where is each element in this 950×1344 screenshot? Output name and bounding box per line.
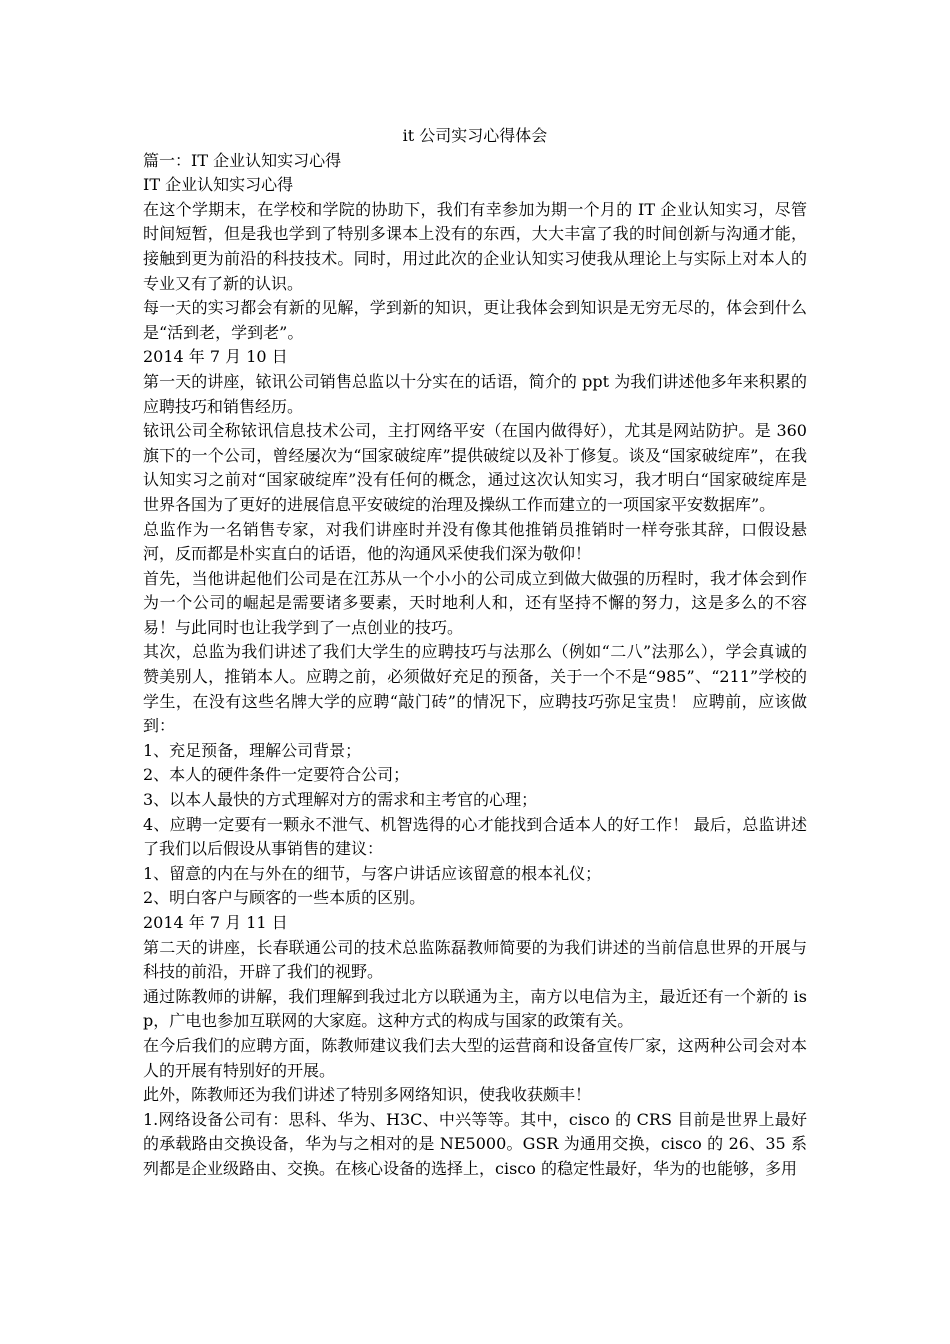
paragraph-daily-insight: 每一天的实习都会有新的见解，学到新的知识，更让我体会到知识是无穷无尽的，体会到什么是“活到老，学到老”。 xyxy=(143,298,807,342)
paragraph-network-devices: 1.网络设备公司有：思科、华为、H3C、中兴等等。其中，cisco 的 CRS 目前是世界上最好的承载路由交换设备，华为与之相对的是 NE5000。GSR 为通用交换，cisco 的 26、35 系列都是企业级路由、交换。在核心设备的选择上，cisco 的稳定性最好，华为的也能够，多用 xyxy=(143,1109,807,1178)
list-item: 1、充足预备，理解公司背景； xyxy=(143,740,362,760)
paragraph-intro: 在这个学期末，在学校和学院的协助下，我们有幸参加为期一个月的 IT 企业认知实习，尽管时间短暂，但是我也学到了特别多课本上没有的东西，大大丰富了我的时间创新与沟通才能，接触到更为前沿的科技技术。同时，用过此次的企业认知实习使我从理论上与实际上对本人的专业又有了新的认识。 xyxy=(143,199,807,293)
paragraph-date-1: 2014 年 7 月 10 日 xyxy=(143,347,288,367)
paragraph-day2-lecture: 第二天的讲座，长春联通公司的技术总监陈磊教师简要的为我们讲述的当前信息世界的开展与科技的前沿，开辟了我们的视野。 xyxy=(143,937,807,982)
list-item: 4、应聘一定要有一颗永不泄气、机智选得的心才能找到合适本人的好工作！ 最后，总监讲述了我们以后假设从事销售的建议： xyxy=(143,814,807,859)
paragraph-knowledge: 此外，陈教师还为我们讲述了特别多网络知识，使我收获颇丰！ xyxy=(143,1085,592,1105)
list-item: 2、明白客户与顾客的一些本质的区别。 xyxy=(143,888,426,908)
document-body xyxy=(143,124,807,1182)
paragraph-isp: 通过陈教师的讲解，我们理解到我过北方以联通为主，南方以电信为主，最近还有一个新的 isp，广电也参加互联网的大家庭。这种方式的构成与国家的政策有关。 xyxy=(143,986,807,1031)
paragraph-second: 其次，总监为我们讲述了我们大学生的应聘技巧与法那么（例如“二八”法那么），学会真诚的赞美别人，推销本人。应聘之前，必须做好充足的预备，关于一个不是“985”、“211”学校的学生，在没有这些名牌大学的应聘“敲门砖”的情况下，应聘技巧弥足宝贵！ 应聘前，应该做到： xyxy=(143,642,807,736)
paragraph-subheading: IT 企业认知实习心得 xyxy=(143,175,294,195)
document-title: it 公司实习心得体会 xyxy=(402,126,548,145)
list-item: 2、本人的硬件条件一定要符合公司； xyxy=(143,765,410,785)
paragraph-company-intro: 铱讯公司全称铱讯信息技术公司，主打网络平安（在国内做得好），尤其是网站防护。是 360 旗下的一个公司，曾经屡次为“国家破绽库”提供破绽以及补丁修复。谈及“国家破绽库”，在我认知实习之前对“国家破绽库”没有任何的概念，通过这次认知实习，我才明白“国家破绽库是世界各国为了更好的进展信息平安破绽的治理及操纵工作而建立的一项国家平安数据库”。 xyxy=(143,421,807,514)
paragraph-section-heading: 篇一：IT 企业认知实习心得 xyxy=(143,150,342,170)
list-item: 1、留意的内在与外在的细节，与客户讲话应该留意的根本礼仪； xyxy=(143,863,602,883)
paragraph-day1-lecture: 第一天的讲座，铱讯公司销售总监以十分实在的话语，简介的 ppt 为我们讲述他多年来积累的应聘技巧和销售经历。 xyxy=(143,371,807,416)
paragraph-advice: 在今后我们的应聘方面，陈教师建议我们去大型的运营商和设备宣传厂家，这两种公司会对本人的开展有特别好的开展。 xyxy=(143,1035,807,1080)
paragraph-first: 首先，当他讲起他们公司是在江苏从一个小小的公司成立到做大做强的历程时，我才体会到作为一个公司的崛起是需要诸多要素，天时地利人和，还有坚持不懈的努力，这是多么的不容易！与此同时也让我学到了一点创业的技巧。 xyxy=(143,568,807,637)
list-item: 3、以本人最快的方式理解对方的需求和主考官的心理； xyxy=(143,790,538,810)
paragraph-director: 总监作为一名销售专家，对我们讲座时并没有像其他推销员推销时一样夸张其辞，口假设悬河，反而都是朴实直白的话语，他的沟通风采使我们深为敬仰！ xyxy=(143,519,807,564)
paragraph-date-2: 2014 年 7 月 11 日 xyxy=(143,913,288,932)
